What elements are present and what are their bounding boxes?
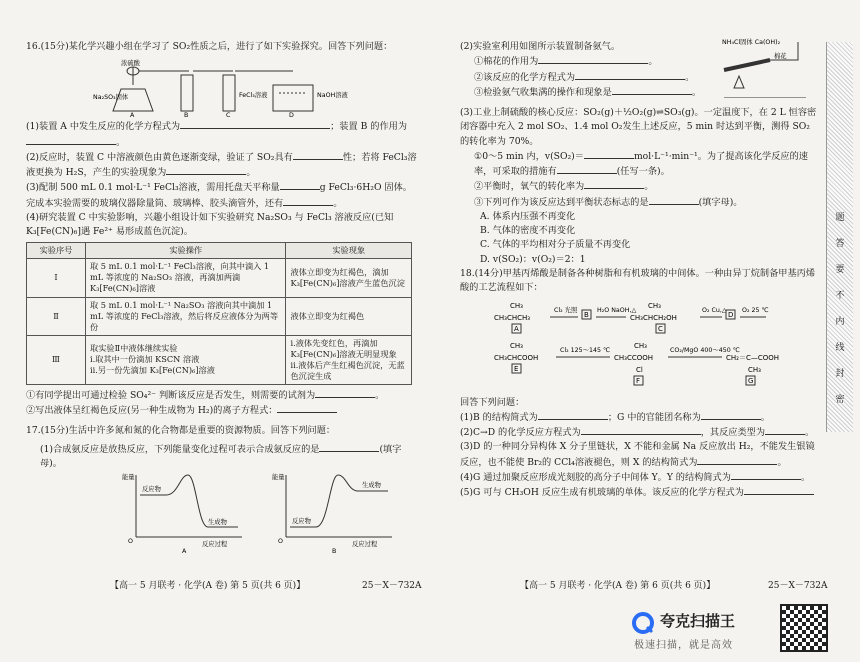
tube-c-icon bbox=[223, 75, 235, 111]
answer-blank[interactable] bbox=[612, 85, 692, 95]
svg-text:反应物: 反应物 bbox=[142, 486, 161, 494]
q17-heading: 17.(15分)生活中许多氮和氮的化合物都是重要的资源物质。回答下列问题： bbox=[26, 425, 336, 437]
answer-blank[interactable] bbox=[765, 425, 805, 435]
footer-left: 【高一 5 月联考 · 化学(A 卷) 第 5 页(共 6 页)】 bbox=[110, 581, 306, 591]
q18-s2: (2)C→D 的化学反应方程式为 ，其反应类型为 。 bbox=[460, 427, 815, 438]
svg-text:能量: 能量 bbox=[122, 474, 135, 482]
experiment-table bbox=[26, 242, 412, 385]
svg-text:CH₃: CH₃ bbox=[510, 302, 523, 311]
answer-blank[interactable] bbox=[584, 179, 644, 189]
seal-char: 线 bbox=[835, 343, 845, 353]
answer-blank[interactable] bbox=[744, 485, 814, 495]
energy-figure-a bbox=[122, 472, 242, 553]
svg-text:CH₃CHCOOH: CH₃CHCOOH bbox=[494, 354, 539, 363]
footer-right: 【高一 5 月联考 · 化学(A 卷) 第 6 页(共 6 页)】 bbox=[520, 581, 716, 591]
seal-char: 封 bbox=[835, 369, 845, 379]
lamp-icon bbox=[734, 76, 744, 88]
q16-part2: (2)反应时，装置 C 中溶液颜色由黄色逐渐变绿，验证了 SO₂具有 性；若将 FeCl₃溶液更换为 H₂S，产生的实验现象为 。 bbox=[26, 151, 417, 178]
svg-text:反应过程: 反应过程 bbox=[352, 541, 378, 549]
cotton-label: 棉花 bbox=[774, 53, 787, 60]
q16-part4: (4)研究装置 C 中实验影响，兴趣小组设计如下实验研究 Na₂SO₃ 与 FeCl₃ 溶液反应(已知 K₃[Fe(CN)₆]遇 Fe²⁺ 易形成蓝色沉淀)。 bbox=[26, 211, 394, 237]
solid-label: Na₂SO₃固体 bbox=[93, 94, 129, 102]
option-a: A. 体系内压强不再变化 bbox=[480, 210, 576, 222]
label-a: A bbox=[130, 112, 135, 118]
svg-text:CO₂/MgO 400～450 ℃: CO₂/MgO 400～450 ℃ bbox=[670, 347, 740, 355]
table-cell: 液体立即变为红褐色 bbox=[286, 297, 412, 335]
table-cell: 取 5 mL 0.1 mol·L⁻¹ FeCl₃溶液，向其中滴入 1 mL 等浓度的 Na₂SO₃ 溶液，再滴加两滴 K₃[Fe(CN)₆]溶液 bbox=[86, 259, 286, 297]
svg-text:O: O bbox=[278, 538, 283, 546]
tube-b-icon bbox=[181, 75, 193, 111]
q16-heading: 16.(15分)某化学兴趣小组在学习了 SO₂性质之后，进行了如下实验探究。回答下列问题： bbox=[26, 41, 393, 52]
seal-char: 不 bbox=[835, 291, 845, 301]
svg-text:O₂ Cu,△: O₂ Cu,△ bbox=[702, 307, 727, 315]
seal-char: 要 bbox=[835, 265, 845, 275]
reagent-label: NH₄Cl固体 Ca(OH)₂ bbox=[722, 39, 781, 46]
paper-code-left: 25－X－732A bbox=[362, 581, 422, 591]
brand-slogan: 极速扫描，就是高效 bbox=[634, 640, 733, 651]
svg-text:Cl₂ 光照: Cl₂ 光照 bbox=[554, 307, 578, 315]
scanner-logo-icon bbox=[632, 612, 654, 634]
label-b: B bbox=[184, 112, 189, 118]
paper-code-right: 25－X－732A bbox=[768, 581, 828, 591]
q16-sub1: ①有同学提出可通过检验 SO₄²⁻ 判断该反应是否发生，则需要的试剂为 。 bbox=[26, 389, 385, 401]
answer-blank[interactable] bbox=[280, 180, 320, 190]
svg-text:CH₃: CH₃ bbox=[748, 366, 761, 375]
svg-text:反应过程: 反应过程 bbox=[202, 541, 228, 549]
answer-blank[interactable] bbox=[166, 165, 246, 175]
table-header: 实验操作 bbox=[86, 243, 286, 259]
q18-ask: 回答下列问题： bbox=[460, 396, 525, 408]
table-cell: 取 5 mL 0.1 mol·L⁻¹ Na₂SO₃ 溶液向其中滴加 1 mL 等浓度的 FeCl₃溶液，然后将反应液体分为两等份 bbox=[86, 297, 286, 335]
synthesis-flow-diagram bbox=[460, 298, 820, 390]
q17-part3: (3)工业上制硫酸的核心反应：SO₂(g)＋½O₂(g)⇌SO₃(g)。一定温度下，在 2 L 恒容密闭容器中充入 2 mol SO₂、1.4 mol O₂发生上述反应，5 min 时达到平衡，测得 SO₂的转化率为 70%。 bbox=[460, 107, 817, 147]
answer-blank[interactable] bbox=[538, 54, 648, 64]
svg-text:CH₃: CH₃ bbox=[510, 342, 523, 351]
brand-name: 夸克扫描王 bbox=[660, 612, 736, 630]
q16-part3: (3)配制 500 mL 0.1 mol·L⁻¹ FeCl₃溶液，需用托盘天平称量 g FeCl₃·6H₂O 固体。完成本实验需要的玻璃仪器除量筒、玻璃棒、胶头滴管外，还有 。 bbox=[26, 182, 412, 209]
svg-text:E: E bbox=[514, 365, 519, 374]
answer-blank[interactable] bbox=[701, 410, 761, 420]
acid-label: 浓硫酸 bbox=[121, 60, 140, 68]
q17-2b: ②该反应的化学方程式为 。 bbox=[474, 71, 695, 83]
table-cell: ⅰ.液体先变红色，再滴加 K₃[Fe(CN)₆]溶液无明显现象 ⅱ.液体后产生红褐色沉淀，无蓝色沉淀生成 bbox=[286, 335, 412, 384]
svg-text:A: A bbox=[182, 548, 187, 554]
seal-char: 题 bbox=[835, 213, 845, 223]
svg-text:G: G bbox=[748, 377, 754, 386]
energy-figure-b bbox=[272, 472, 392, 553]
svg-text:D: D bbox=[728, 311, 734, 320]
svg-text:Cl₂ 125～145 ℃: Cl₂ 125～145 ℃ bbox=[560, 347, 611, 355]
right-page bbox=[440, 0, 822, 600]
seal-char: 内 bbox=[835, 317, 845, 327]
ammonia-apparatus-figure bbox=[710, 36, 810, 98]
answer-blank[interactable] bbox=[575, 70, 685, 80]
answer-blank[interactable] bbox=[538, 410, 608, 420]
svg-text:O₂ 25 ℃: O₂ 25 ℃ bbox=[742, 307, 769, 315]
answer-blank[interactable] bbox=[180, 119, 330, 129]
option-b: B. 气体的密度不再变化 bbox=[480, 225, 576, 236]
seal-char: 密 bbox=[835, 395, 845, 405]
q18-s4: (4)G 通过加聚反应形成光刻胶的高分子中间体 Y。Y 的结构简式为 。 bbox=[460, 471, 811, 483]
q18-s1: (1)B 的结构简式为 ；G 中的官能团名称为 。 bbox=[460, 411, 770, 423]
answer-blank[interactable] bbox=[277, 403, 337, 413]
q17-3c: ③下列可作为该反应达到平衡状态标志的是 (填字母)。 bbox=[474, 196, 743, 208]
svg-text:Cl: Cl bbox=[636, 366, 643, 375]
table-cell: Ⅲ bbox=[27, 335, 86, 384]
answer-blank[interactable] bbox=[26, 135, 116, 145]
q16-part1: (1)装置 A 中发生反应的化学方程式为 ；装置 B 的作用为。 bbox=[26, 121, 408, 148]
fecl3-label: FeCl₃溶液 bbox=[239, 92, 268, 100]
answer-blank[interactable] bbox=[293, 150, 343, 160]
svg-text:CH₃CCOOH: CH₃CCOOH bbox=[614, 354, 654, 363]
svg-text:F: F bbox=[636, 377, 641, 386]
q17-3b: ②平衡时，氧气的转化率为 。 bbox=[474, 181, 654, 193]
table-row bbox=[27, 259, 412, 297]
svg-text:O: O bbox=[128, 538, 133, 546]
answer-blank[interactable] bbox=[557, 164, 617, 174]
label-c: C bbox=[226, 112, 231, 118]
answer-blank[interactable] bbox=[649, 195, 699, 205]
answer-blank[interactable] bbox=[731, 470, 801, 480]
answer-blank[interactable] bbox=[697, 455, 777, 465]
left-page bbox=[0, 0, 430, 600]
svg-text:CH₃CHCH₃: CH₃CHCH₃ bbox=[494, 314, 531, 323]
seal-char: 答 bbox=[835, 239, 845, 249]
answer-blank[interactable] bbox=[581, 425, 701, 435]
label-d: D bbox=[289, 112, 294, 118]
svg-text:能量: 能量 bbox=[272, 474, 285, 482]
scanner-watermark bbox=[632, 610, 762, 654]
svg-text:CH₃: CH₃ bbox=[634, 342, 647, 351]
naoh-label: NaOH溶液 bbox=[317, 92, 348, 100]
table-header: 实验现象 bbox=[286, 243, 412, 259]
answer-blank[interactable] bbox=[283, 196, 333, 206]
svg-text:CH₃CHCH₂OH: CH₃CHCH₂OH bbox=[630, 314, 677, 323]
qr-code bbox=[780, 604, 828, 652]
seal-line-strip bbox=[826, 42, 853, 432]
table-cell: 取实验Ⅱ中液体继续实验 ⅰ.取其中一份滴加 KSCN 溶液 ⅱ.另一份先滴加 K₃[Fe(CN)₆]溶液 bbox=[86, 335, 286, 384]
svg-text:B: B bbox=[584, 311, 589, 320]
table-cell: Ⅱ bbox=[27, 297, 86, 335]
svg-text:生成物: 生成物 bbox=[208, 519, 227, 527]
q17-2c: ③检验氨气收集满的操作和现象是 。 bbox=[474, 86, 701, 98]
svg-text:H₂O NaOH,△: H₂O NaOH,△ bbox=[597, 307, 637, 315]
answer-blank[interactable] bbox=[584, 149, 634, 159]
q18-s5: (5)G 可与 CH₃OH 反应生成有机玻璃的单体。该反应的化学方程式为 bbox=[460, 485, 818, 500]
table-cell: 液体立即变为红褐色，滴加 K₃[Fe(CN)₆]溶液产生蓝色沉淀 bbox=[286, 259, 412, 297]
option-d: D. v(SO₂)：v(O₂)＝2：1 bbox=[480, 253, 586, 265]
table-row bbox=[27, 297, 412, 335]
svg-text:B: B bbox=[332, 548, 337, 554]
svg-text:A: A bbox=[514, 325, 519, 334]
svg-text:CH₂＝C—COOH: CH₂＝C—COOH bbox=[726, 354, 780, 363]
option-c: C. 气体的平均相对分子质量不再变化 bbox=[480, 239, 631, 251]
svg-text:反应物: 反应物 bbox=[292, 518, 311, 526]
energy-diagrams bbox=[122, 471, 422, 553]
q17-2a: ①棉花的作用为 。 bbox=[474, 56, 658, 68]
svg-text:CH₃: CH₃ bbox=[648, 302, 661, 311]
table-header: 实验序号 bbox=[27, 243, 86, 259]
table-cell: Ⅰ bbox=[27, 259, 86, 297]
q17-part2: (2)实验室利用如图所示装置制备氨气。 bbox=[460, 41, 621, 52]
svg-text:生成物: 生成物 bbox=[362, 482, 381, 490]
q16-sub2: ②写出液体呈红褐色反应(另一种生成物为 H₂)的离子方程式： bbox=[26, 403, 420, 418]
svg-text:C: C bbox=[658, 325, 663, 334]
q16-apparatus-figure bbox=[93, 57, 353, 117]
q18-heading: 18.(14分)甲基丙烯酸是制备各种树脂和有机玻璃的中间体。一种由异丁烷制备甲基丙烯酸的工艺流程如下： bbox=[460, 267, 816, 293]
answer-blank[interactable] bbox=[315, 388, 375, 398]
q17-part1: (1)合成氨反应是放热反应，下列能量变化过程可表示合成氨反应的是 (填字母)。 bbox=[40, 443, 402, 469]
answer-blank[interactable] bbox=[319, 442, 379, 452]
q18-s3: (3)D 的一种同分异构体 X 分子里链状，X 不能和金属 Na 反应放出 H₂，不能发生银镜反应，也不能使 Br₂的 CCl₄溶液褪色，则 X 的结构简式为 。 bbox=[460, 441, 815, 468]
beaker-d-icon bbox=[273, 85, 313, 111]
q17-3a: ①0～5 min 内，v(SO₂)＝ mol·L⁻¹·min⁻¹。为了提高该化学反应的速率，可采取的措施有 (任写一条)。 bbox=[474, 150, 808, 177]
table-row bbox=[27, 335, 412, 384]
